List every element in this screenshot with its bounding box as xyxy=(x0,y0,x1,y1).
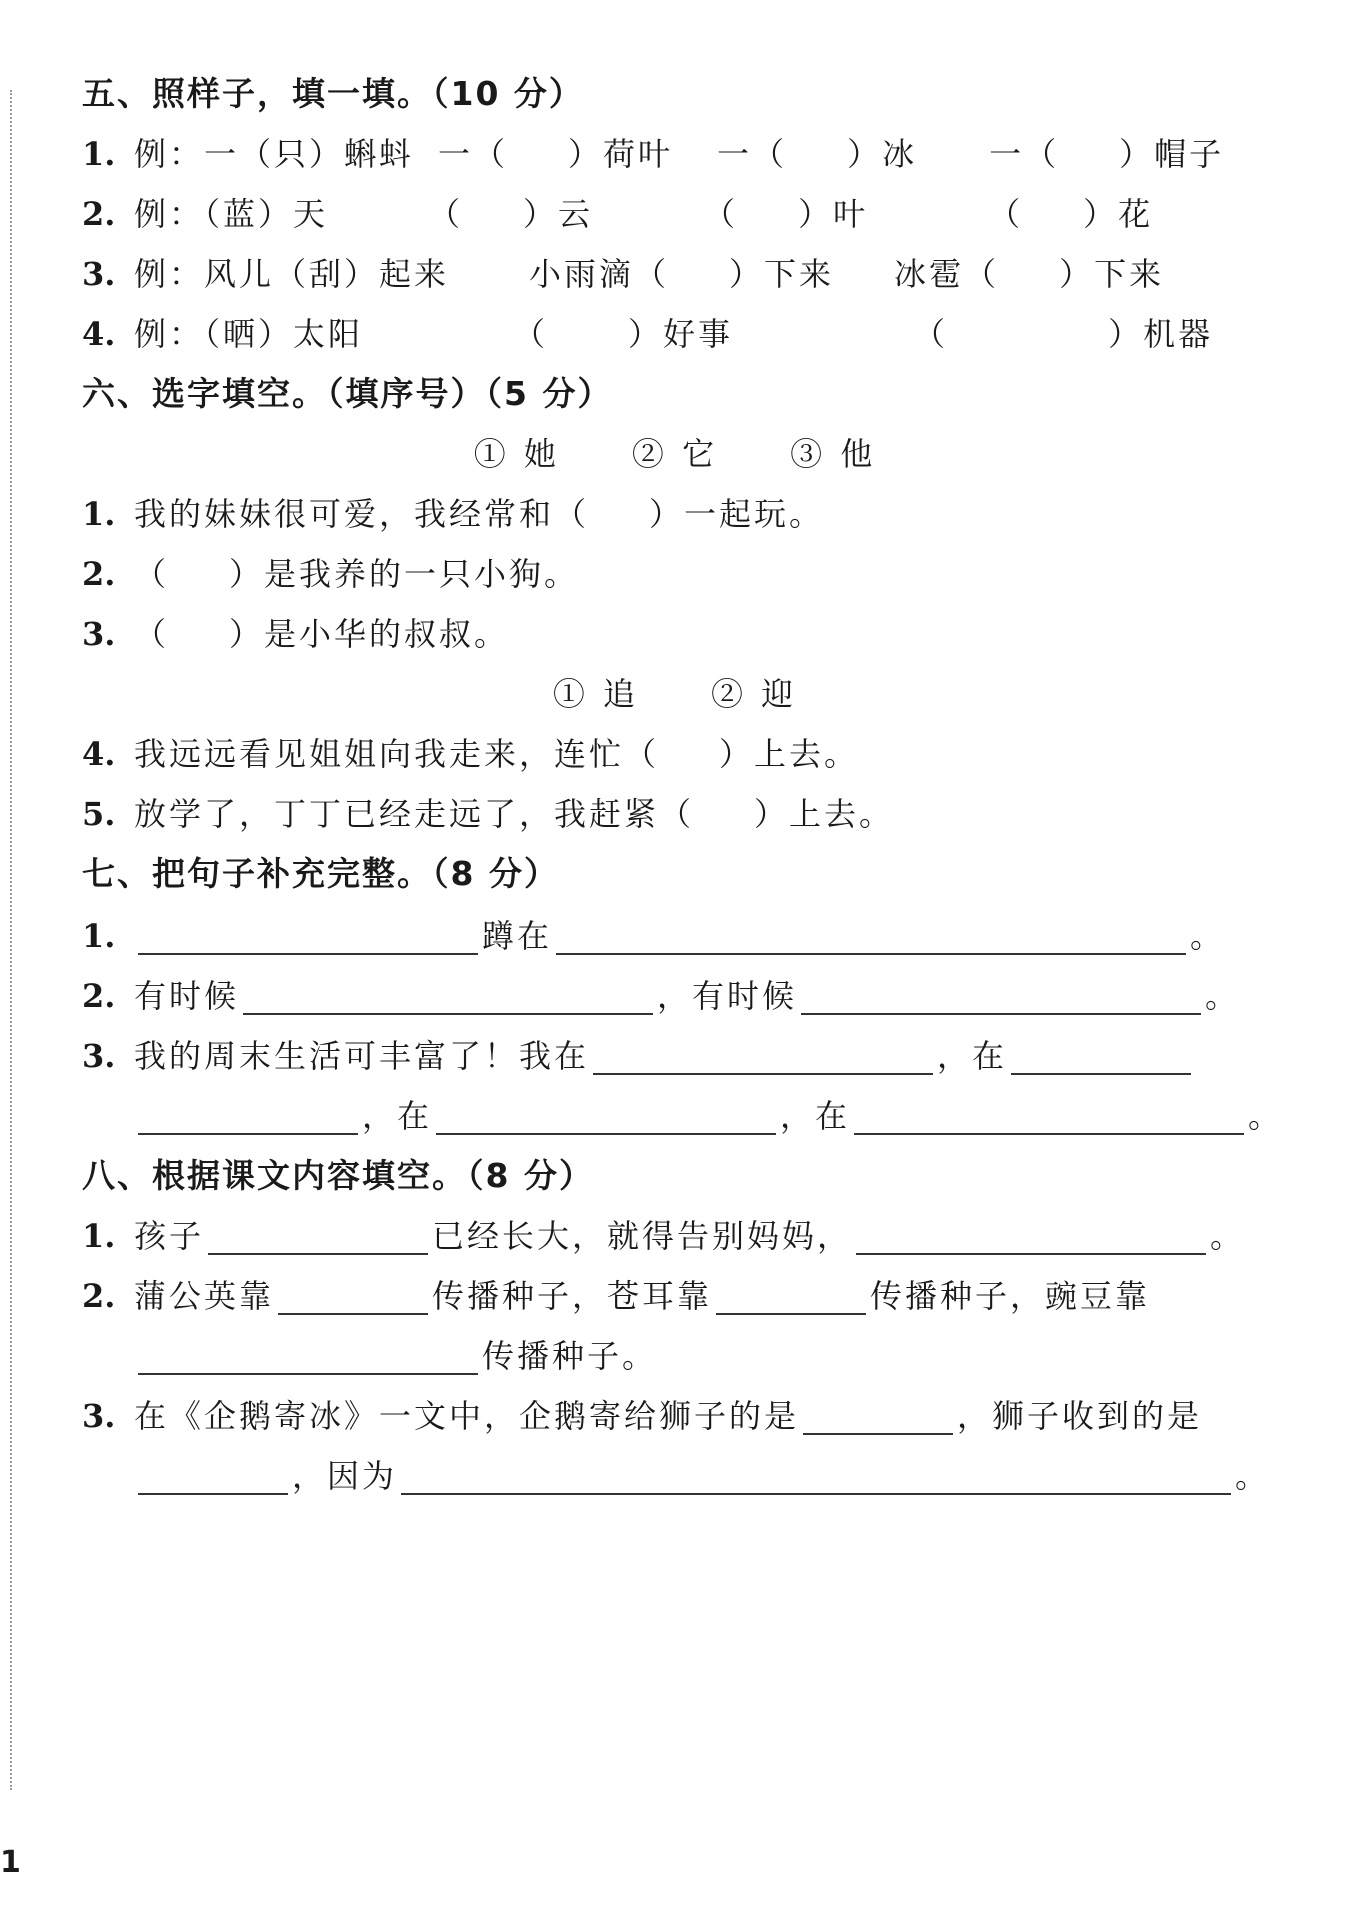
s7-q3-line1: 3. 我的周末生活可丰富了！我在 ，在 xyxy=(82,1026,1232,1086)
s6-choices-1 xyxy=(0,424,1350,484)
s7-q1-blank-b[interactable] xyxy=(556,917,1186,955)
s8-q2-blank-c[interactable] xyxy=(138,1337,478,1375)
s7-q1-blank-a[interactable] xyxy=(138,917,478,955)
section7-title: 七、把句子补充完整。（8 分） xyxy=(82,854,559,893)
s5-q3-example: 例：风儿（刮）起来 xyxy=(134,255,450,293)
s7-q3-blank-d[interactable] xyxy=(436,1097,776,1135)
s5-q2-example: 例：（蓝）天 xyxy=(134,195,329,233)
s6-q5: 5. 放学了，丁丁已经走远了，我赶紧（ ）上去。 xyxy=(82,795,895,833)
s5-q1: 1. 例：一（只）蝌蚪 一（ ）荷叶 一（ ）冰 一（ ）帽子 xyxy=(82,124,1232,184)
s7-q3-line2: ，在 ，在 。 xyxy=(82,1086,1232,1146)
s8-q3-blank-a[interactable] xyxy=(803,1397,953,1435)
s5-q4: 4. 例：（晒）太阳 （ ）好事 （ ）机器 xyxy=(82,304,1232,364)
s8-q2-blank-a[interactable] xyxy=(278,1277,428,1315)
s8-q2-blank-b[interactable] xyxy=(716,1277,866,1315)
s5-q4-example: 例：（晒）太阳 xyxy=(134,315,364,353)
section5-title: 五、照样子，填一填。（10 分） xyxy=(82,74,584,113)
s6-q2: 2. （ ）是我养的一只小狗。 xyxy=(82,555,580,593)
s5-q3: 3. 例：风儿（刮）起来 小雨滴（ ）下来 冰雹（ ）下来 xyxy=(82,244,1232,304)
choice-ta-female: ① 她 xyxy=(473,435,560,473)
s8-q3-line2: ，因为 。 xyxy=(82,1446,1232,1506)
s7-q2-blank-a[interactable] xyxy=(243,977,653,1015)
s7-q1: 1. 蹲在 。 xyxy=(82,917,1226,955)
s8-q3-blank-b[interactable] xyxy=(138,1457,288,1495)
section6-title: 六、选字填空。（填序号）（5 分） xyxy=(82,374,613,413)
s7-q3-blank-a[interactable] xyxy=(593,1037,933,1075)
s8-q1-blank-b[interactable] xyxy=(856,1217,1206,1255)
s7-q2-blank-b[interactable] xyxy=(801,977,1201,1015)
s8-q2-line2: 传播种子。 xyxy=(82,1326,1232,1386)
s7-q3-blank-c[interactable] xyxy=(138,1097,358,1135)
s5-q1-example: 例：一（只）蝌蚪 xyxy=(134,135,415,173)
choice-ying: ② 迎 xyxy=(711,675,798,713)
s6-q1: 1. 我的妹妹很可爱，我经常和（ ）一起玩。 xyxy=(82,495,825,533)
binding-dotted-rule xyxy=(10,90,12,1790)
section8-title: 八、根据课文内容填空。（8 分） xyxy=(82,1156,594,1195)
choice-zhui: ① 追 xyxy=(552,675,639,713)
s8-q1: 1. 孩子 已经长大，就得告别妈妈， 。 xyxy=(82,1217,1246,1255)
s7-q3-blank-b[interactable] xyxy=(1011,1037,1191,1075)
s8-q2-line1: 2. 蒲公英靠 传播种子，苍耳靠 传播种子，豌豆靠 xyxy=(82,1277,1151,1315)
s6-choices-2 xyxy=(0,664,1350,724)
s8-q3-line1: 3. 在《企鹅寄冰》一文中，企鹅寄给狮子的是 ，狮子收到的是 xyxy=(82,1397,1203,1435)
s7-q2: 2. 有时候 ，有时候 。 xyxy=(82,977,1241,1015)
s8-q1-blank-a[interactable] xyxy=(208,1217,428,1255)
choice-ta-animal: ② 它 xyxy=(631,435,719,473)
page-number: 1 xyxy=(0,1845,21,1880)
s7-q3-blank-e[interactable] xyxy=(854,1097,1244,1135)
s5-q2: 2. 例：（蓝）天 （ ）云 （ ）叶 （ ）花 xyxy=(82,184,1232,244)
choice-ta-male: ③ 他 xyxy=(790,435,877,473)
s8-q3-blank-c[interactable] xyxy=(401,1457,1231,1495)
s6-q3: 3. （ ）是小华的叔叔。 xyxy=(82,615,510,653)
s6-q4: 4. 我远远看见姐姐向我走来，连忙（ ）上去。 xyxy=(82,735,860,773)
